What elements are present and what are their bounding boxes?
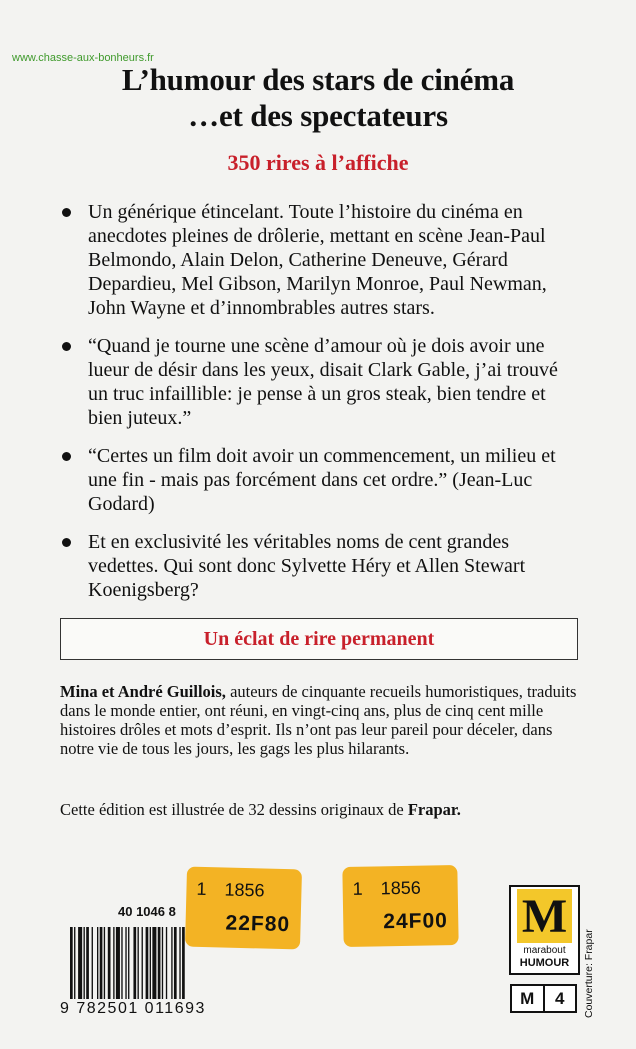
barcode-bar [146,927,149,999]
author-names: Mina et André Guillois, [60,682,226,701]
sticker-ref: 1856 [224,879,265,901]
bullet-item [60,334,580,430]
barcode-bar [138,927,139,999]
collection-code-box [510,984,577,1013]
sticker-price: 24F00 [383,909,449,934]
price-sticker [342,865,458,947]
barcode-bar [104,927,105,999]
barcode-bar [70,927,73,999]
barcode-bar [97,927,98,999]
collection-code-letter: M [520,988,535,1008]
watermark-url: www.chasse-aux-bonheurs.fr [12,52,154,64]
barcode-bar [108,927,111,999]
author-bio-text: auteurs de cinquante recueils humoristiques, traduits dans le monde entier, ont réuni, en vingt-cinq ans, plus de cinq cent mille histoires drôles et mots d’esprit. Ils n’ont pas leur pareil pour déceler, dans notre vie de tous les jours, les gags les plus hilarants. [60,682,577,758]
author-bio [60,682,580,758]
sticker-code: 1 [196,878,207,900]
barcode-bar [84,927,85,999]
publisher-logo-letter: M [517,889,572,943]
barcode-bar [78,927,82,999]
price-sticker [185,867,302,950]
barcode-ean-number: 9 782501 011693 [60,1000,206,1017]
barcode-bar [162,927,163,999]
sticker-code: 1 [352,878,363,899]
bullet-item [60,200,580,320]
bullet-list [60,200,580,616]
barcode-bar [166,927,167,999]
barcode-bar [116,927,120,999]
barcode-bar [125,927,126,999]
barcode-bar [74,927,75,999]
barcode-bar [179,927,180,999]
edition-text: Cette édition est illustrée de 32 dessins originaux de [60,800,408,819]
barcode-bar [142,927,143,999]
barcode-bar [86,927,89,999]
publisher-name: marabout [523,945,566,956]
bullet-text: “Quand je tourne une scène d’amour où je dois avoir une lueur de désir dans les yeux, disait Clark Gable, j’ai trouvé un truc infaillible: je pense à un gros steak, bien tendre et bien juteux.” [88,335,558,429]
barcode-bar [133,927,136,999]
bullet-dot-icon [62,452,71,461]
sticker-ref: 1856 [380,877,421,899]
book-subtitle: 350 rires à l’affiche [227,150,409,175]
barcode-bar [150,927,151,999]
book-title-line2: …et des spectateurs [188,98,448,133]
barcode-bar [158,927,161,999]
barcode-bar [121,927,122,999]
barcode-bar [152,927,156,999]
sticker-price: 22F80 [225,911,291,937]
bullet-text: “Certes un film doit avoir un commencement, un milieu et une fin - mais pas forcément dans cet ordre.” (Jean-Luc Godard) [88,445,556,515]
barcode-bar [128,927,129,999]
barcode-bar [171,927,172,999]
barcode-top-number: 40 1046 8 [118,904,176,919]
tagline-banner: Un éclat de rire permanent [60,618,578,660]
barcode-bar [113,927,114,999]
publisher-logo [509,885,580,975]
bullet-text: Et en exclusivité les véritables noms de cent grandes vedettes. Qui sont donc Sylvette Héry et Allen Stewart Koenigsberg? [88,531,526,601]
edition-note [60,800,580,819]
cover-credit: Couverture: Frapar [583,929,595,1018]
illustrator-name: Frapar. [407,800,461,819]
barcode-bar [100,927,103,999]
bullet-item [60,444,580,516]
bullet-dot-icon [62,342,71,351]
bullet-item [60,530,580,602]
bullet-dot-icon [62,538,71,547]
bullet-text: Un générique étincelant. Toute l’histoire du cinéma en anecdotes pleines de drôlerie, mettant en scène Jean-Paul Belmondo, Alain Delon, Catherine Deneuve, Gérard Depardieu, Mel Gibson, Marilyn Monroe, Paul Newman, John Wayne et d’innombrables autres stars. [88,201,547,319]
bullet-dot-icon [62,208,71,217]
collection-code-number: 4 [543,986,576,1011]
book-title-line1: L’humour des stars de cinéma [121,62,515,97]
publisher-collection: HUMOUR [519,957,570,969]
barcode-bar [174,927,177,999]
barcode-bar [92,927,93,999]
